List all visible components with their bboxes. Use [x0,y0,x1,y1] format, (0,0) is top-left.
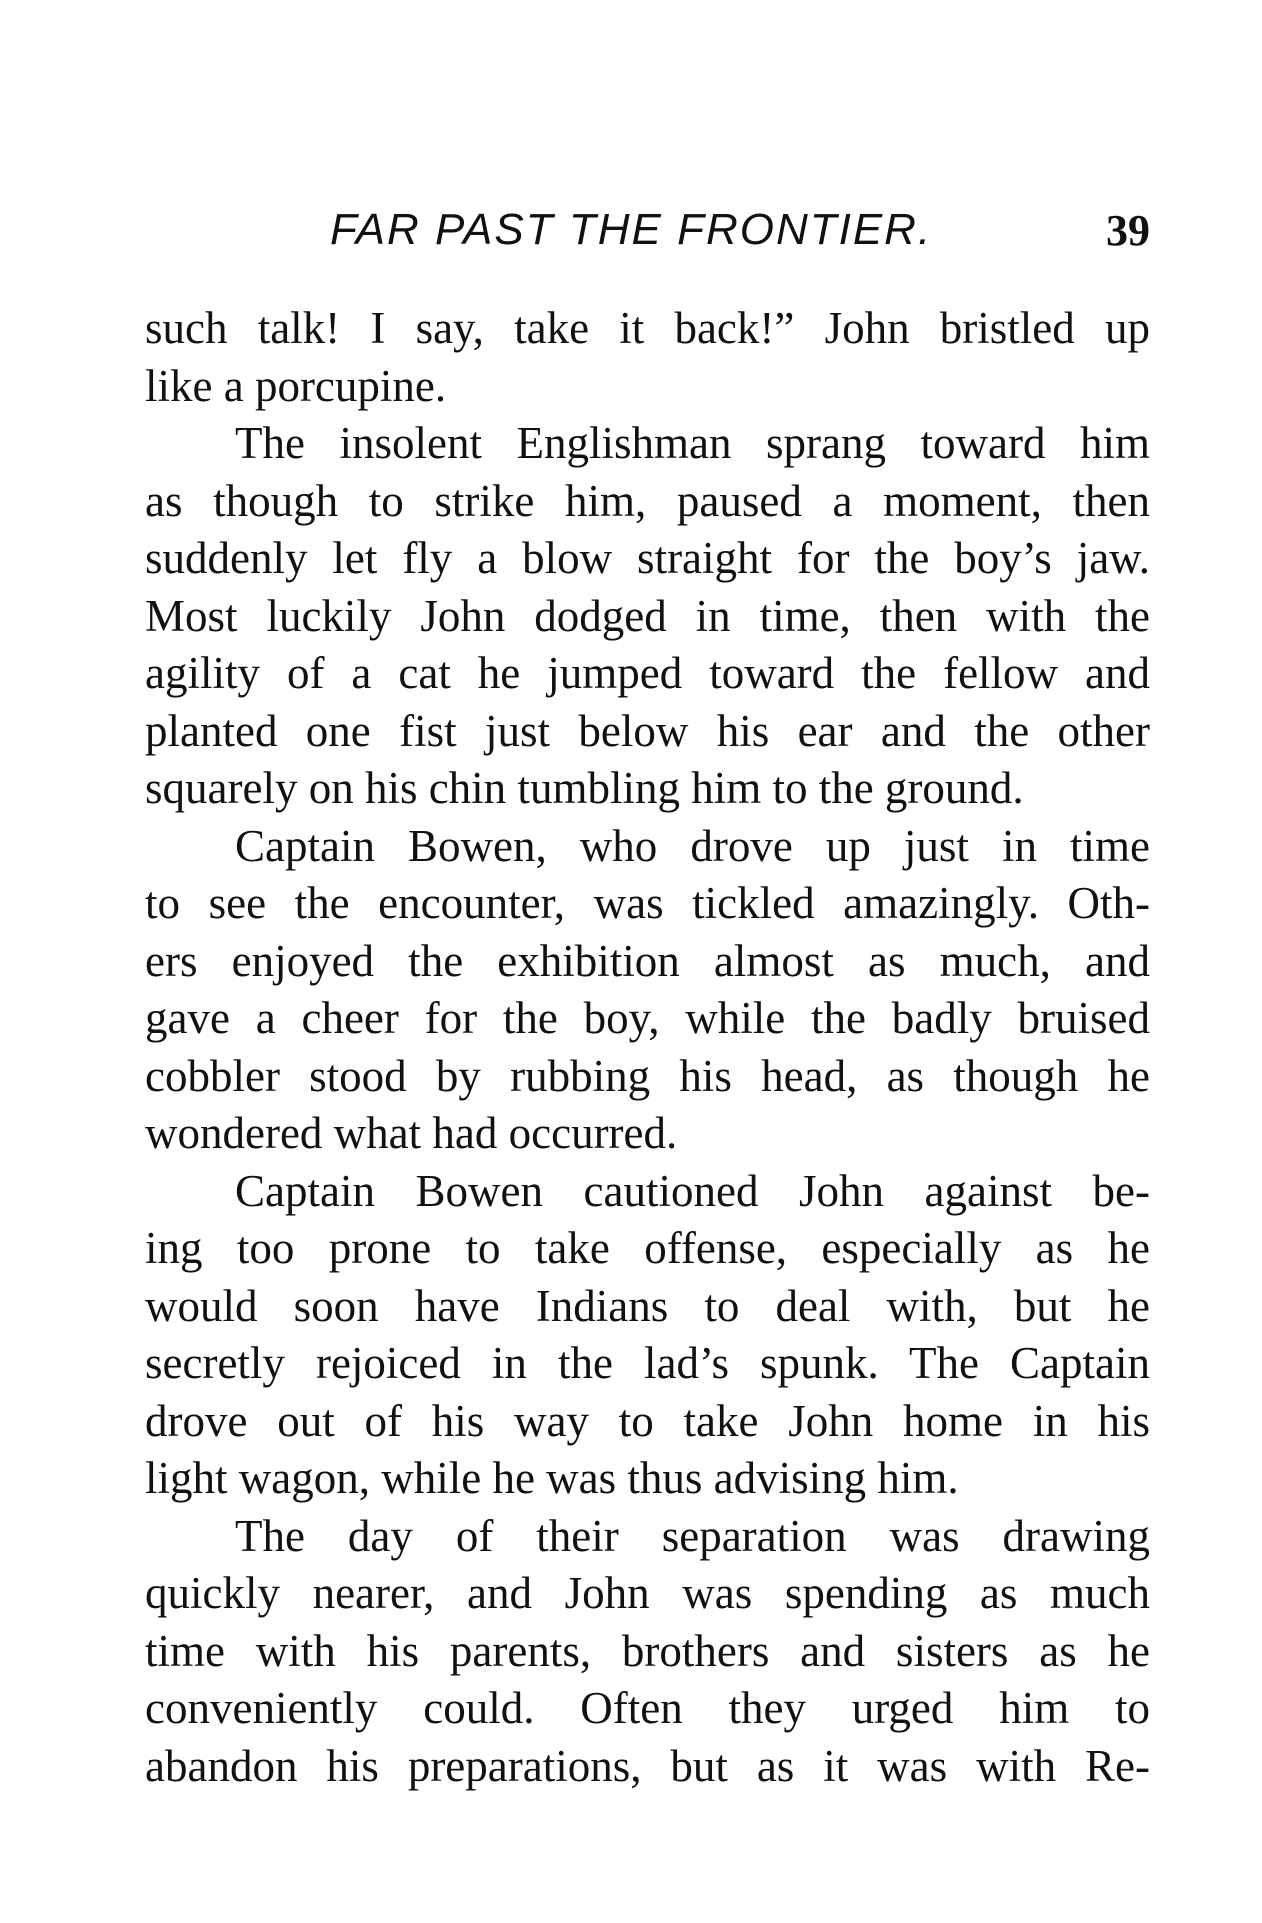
text-line: conveniently could. Often they urged him to [145,1683,1150,1733]
text-line: drove out of his way to take John home in his [145,1395,1150,1446]
text-line: time with his parents, brothers and sisters as he [145,1625,1150,1676]
text-line: secretly rejoiced in the lad’s spunk. The Captain [145,1338,1150,1388]
text-line: quickly nearer, and John was spending as much [145,1568,1150,1618]
text-line: suddenly let fly a blow straight for the boy’s jaw. [145,533,1150,583]
text-line: cobbler stood by rubbing his head, as though he [145,1050,1150,1101]
text-line: gave a cheer for the boy, while the badly bruised [145,993,1150,1043]
text-line: like a porcupine. [145,360,447,411]
text-line: ing too prone to take offense, especially as he [145,1223,1150,1273]
text-line: abandon his preparations, but as it was with Re- [145,1740,1150,1791]
text-line: The insolent Englishman sprang toward him [235,418,1150,468]
text-line: Most luckily John dodged in time, then with the [145,590,1150,641]
text-line: Captain Bowen cautioned John against be- [235,1165,1150,1216]
text-line: squarely on his chin tumbling him to the ground. [145,763,1024,813]
page-number: 39 [1106,206,1150,255]
text-line: Captain Bowen, who drove up just in time [235,820,1150,871]
running-title: FAR PAST THE FRONTIER. [330,205,933,254]
text-line: light wagon, while he was thus advising him. [145,1453,959,1503]
text-line: to see the encounter, was tickled amazingly. Oth- [145,878,1150,928]
text-line: ers enjoyed the exhibition almost as much, and [145,935,1150,986]
text-line: The day of their separation was drawing [235,1510,1150,1561]
text-line: such talk! I say, take it back!” John bristled up [145,303,1150,353]
text-line: wondered what had occurred. [145,1108,678,1158]
text-line: would soon have Indians to deal with, but he [145,1280,1150,1331]
text-line: agility of a cat he jumped toward the fellow and [145,648,1150,698]
text-line: as though to strike him, paused a moment, then [145,475,1150,526]
running-head [150,205,1150,265]
body-text [145,300,1150,1795]
text-line: planted one fist just below his ear and the other [145,705,1150,756]
